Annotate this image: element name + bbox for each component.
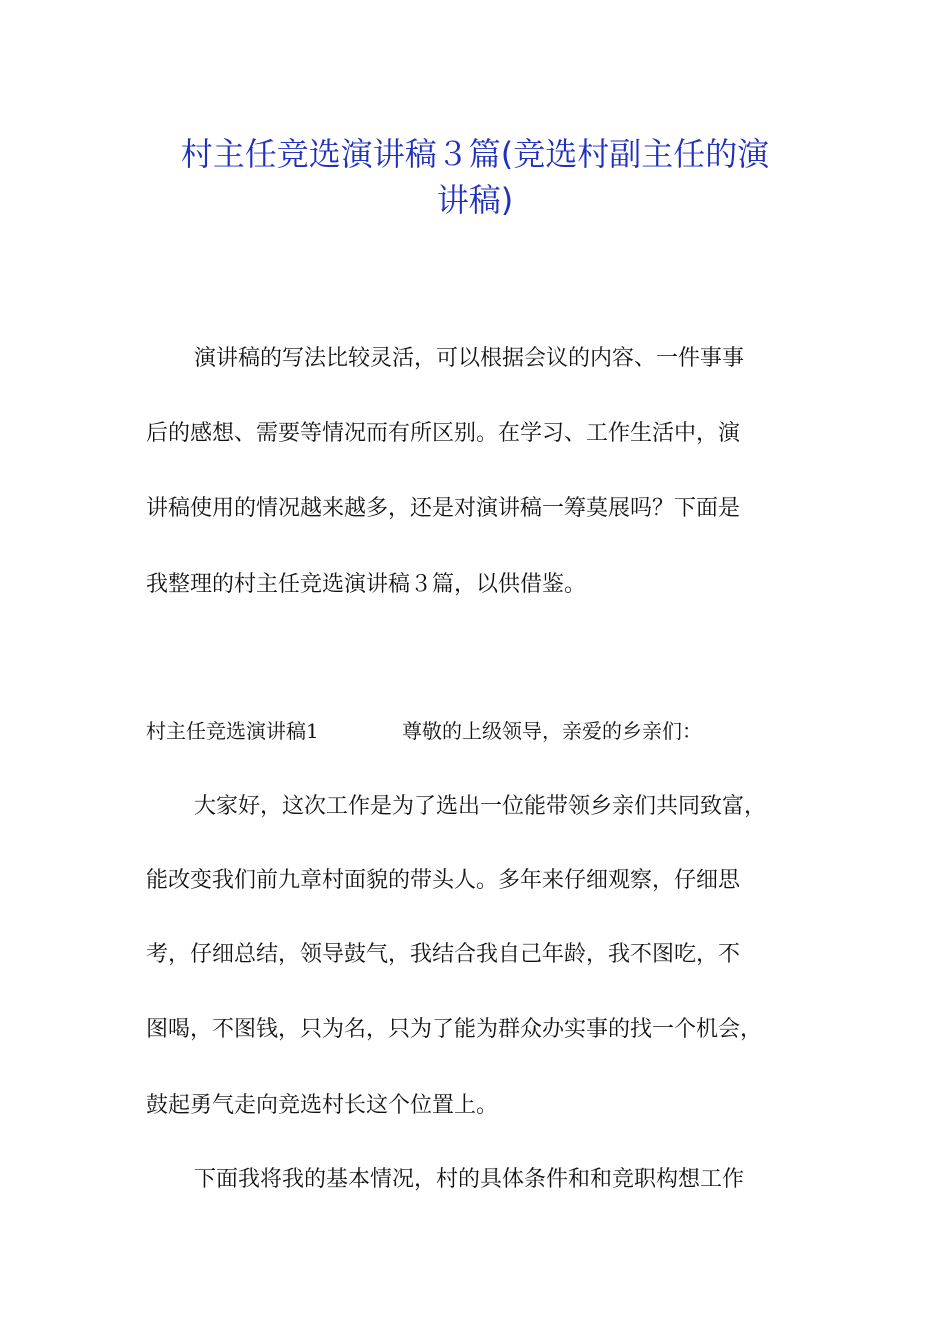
section-heading: 村主任竞选演讲稿1	[146, 719, 319, 743]
intro-line-2: 后的感想、需要等情况而有所区别。在学习、工作生活中，演	[146, 421, 741, 446]
para1-line-2: 能改变我们前九章村面貌的带头人。多年来仔细观察，仔细思	[146, 868, 741, 893]
intro-line-1: 演讲稿的写法比较灵活，可以根据会议的内容、一件事事	[194, 346, 745, 371]
para2-line-1: 下面我将我的基本情况，村的具体条件和和竞职构想工作	[194, 1167, 745, 1192]
para1-line-1: 大家好，这次工作是为了选出一位能带领乡亲们共同致富，	[194, 794, 767, 819]
document-title-line-2: 讲稿)	[436, 181, 514, 219]
intro-line-3: 讲稿使用的情况越来越多，还是对演讲稿一筹莫展吗？下面是	[146, 496, 741, 521]
intro-line-4: 我整理的村主任竞选演讲稿３篇，以供借鉴。	[146, 572, 587, 597]
document-title-line-1: 村主任竞选演讲稿３篇(竞选村副主任的演	[180, 135, 770, 173]
para1-line-3: 考，仔细总结，领导鼓气，我结合我自己年龄，我不图吃，不	[146, 942, 741, 967]
para1-line-5: 鼓起勇气走向竞选村长这个位置上。	[146, 1093, 499, 1118]
section-greeting: 尊敬的上级领导，亲爱的乡亲们：	[402, 719, 702, 743]
para1-line-4: 图喝，不图钱，只为名，只为了能为群众办实事的找一个机会，	[146, 1017, 763, 1042]
